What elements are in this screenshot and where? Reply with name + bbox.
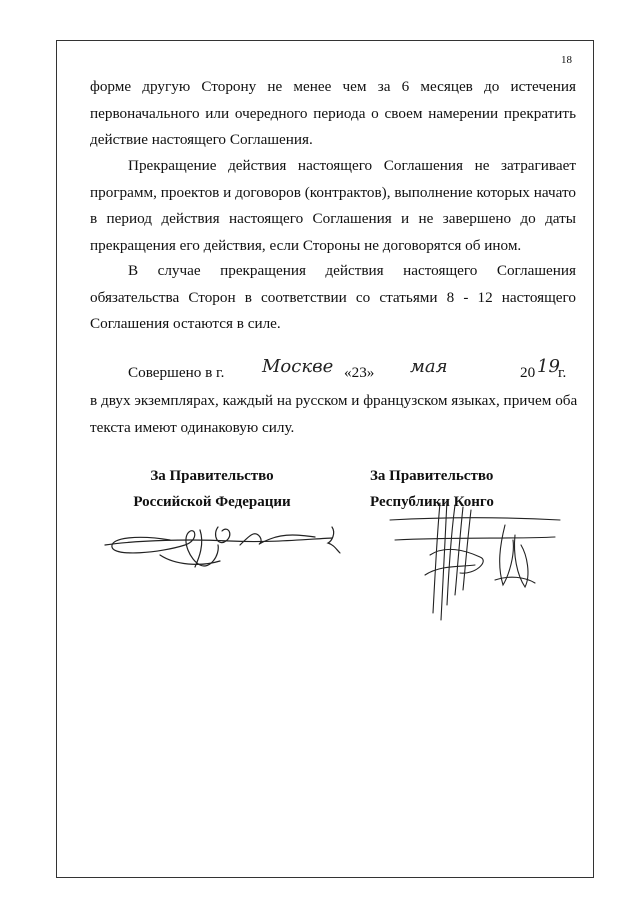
text-line: форме другую Сторону не менее чем за 6 месяцев до истечения: [90, 78, 576, 95]
done-at-line: [90, 356, 576, 390]
signatory-line: Республики Конго: [370, 494, 494, 510]
handwritten-city: Москве: [262, 356, 334, 377]
signatory-line: Российской Федерации: [133, 494, 291, 510]
year-printed: 20: [520, 364, 536, 381]
text-line: программ, проектов и договоров (контрактов), выполнение которых начато: [90, 183, 576, 201]
text-line: Прекращение действия настоящего Соглашения не затрагивает: [128, 157, 576, 174]
paragraph-copies: [90, 388, 576, 441]
done-prefix: Совершено в г.: [128, 364, 225, 381]
paragraph-termination-effect: [90, 153, 576, 259]
handwritten-month: мая: [410, 356, 448, 377]
signatory-line: За Правительство: [370, 468, 494, 484]
text-line: в период действия настоящего Соглашения и не завершено до даты: [90, 210, 576, 227]
signature-russia: [100, 505, 360, 585]
text-line: первоначального или очередного периода о своем намерении прекратить: [90, 104, 576, 122]
paragraph-termination-notice: [90, 74, 576, 154]
text-line: обязательства Сторон в соответствии со статьями 8 - 12 настоящего: [90, 288, 576, 306]
text-line: текста имеют одинаковую силу.: [90, 418, 295, 436]
text-line: действие настоящего Соглашения.: [90, 131, 313, 148]
text-line: прекращения его действия, если Стороны не договорятся об ином.: [90, 236, 522, 254]
text-line: Соглашения остаются в силе.: [90, 315, 281, 332]
paragraph-obligations: [90, 258, 576, 338]
year-suffix: г.: [558, 364, 567, 381]
text-line: в двух экземплярах, каждый на русском и французском языках, причем оба: [90, 392, 578, 409]
text-line: В случае прекращения действия настоящего Соглашения: [128, 262, 576, 279]
done-day: «23»: [344, 364, 375, 381]
signature-congo: [385, 495, 575, 625]
signatory-line: За Правительство: [150, 468, 274, 484]
handwritten-year: 19: [537, 356, 560, 377]
page-number: 18: [561, 54, 572, 66]
